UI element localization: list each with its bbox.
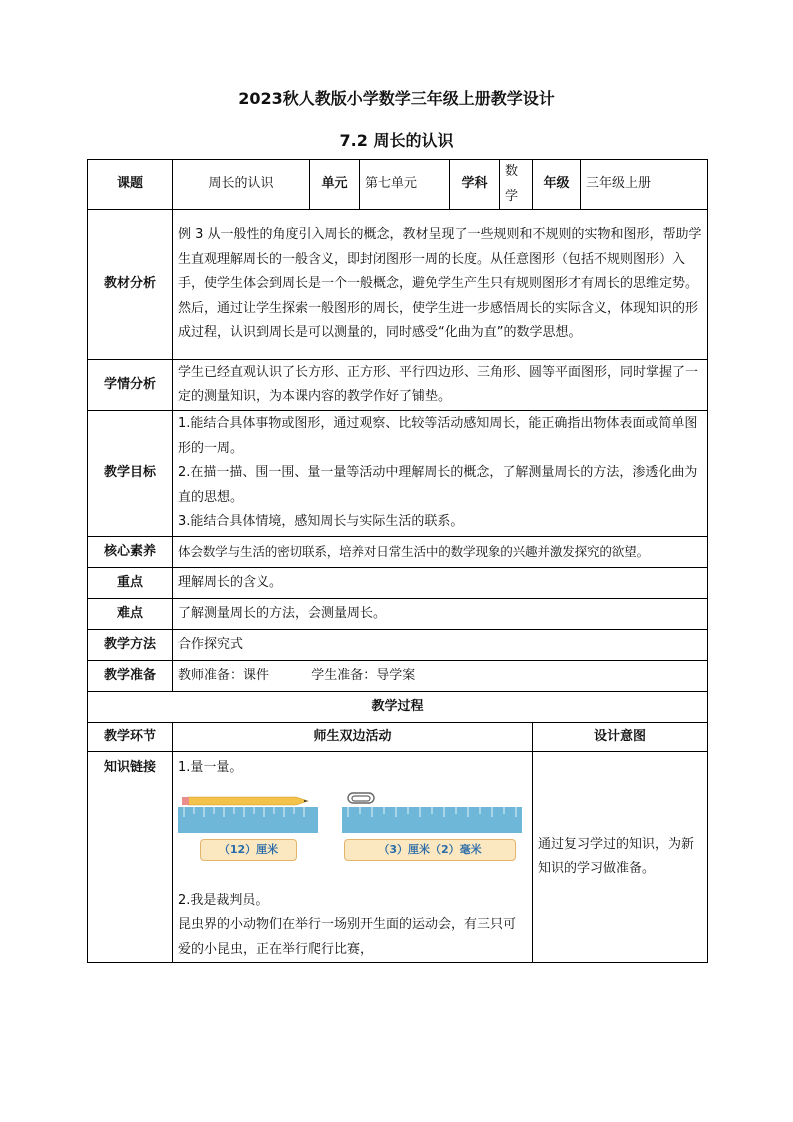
answer-box-clip: （3）厘米（2）毫米	[344, 839, 516, 861]
student-preparation: 学生准备：导学案	[311, 667, 416, 683]
difficulty-row	[88, 599, 708, 630]
grade-label: 年级	[533, 160, 581, 210]
process-section-title: 教学过程	[88, 692, 708, 723]
grade-value: 三年级上册	[581, 160, 708, 210]
lesson-title: 7.2 周长的认识	[339, 131, 454, 150]
info-row	[88, 160, 708, 210]
unit-label: 单元	[310, 160, 360, 210]
teaching-goals-label: 教学目标	[88, 411, 173, 537]
answer-box-pencil: （12）厘米	[200, 839, 297, 861]
lesson-plan-table	[87, 159, 708, 963]
method-row	[88, 630, 708, 661]
ruler-icon	[178, 807, 318, 833]
textbook-analysis-label: 教材分析	[88, 210, 173, 360]
topic-label: 课题	[88, 160, 173, 210]
knowledge-link-label: 知识链接	[88, 752, 173, 963]
teaching-goals-text	[173, 411, 708, 537]
unit-value: 第七单元	[360, 160, 450, 210]
key-point-row	[88, 568, 708, 599]
topic-value: 周长的认识	[173, 160, 310, 210]
preparation-label: 教学准备	[88, 661, 173, 692]
process-header-row	[88, 723, 708, 752]
textbook-analysis-row	[88, 210, 708, 360]
stage-header: 教学环节	[88, 723, 173, 752]
activity-story: 昆虫界的小动物们在举行一场别开生面的运动会，有三只可爱的小昆虫，正在举行爬行比赛，	[178, 917, 517, 957]
core-literacy-text: 体会数学与生活的密切联系，培养对日常生活中的数学现象的兴趣并激发探究的欲望。	[173, 537, 708, 568]
preparation-text	[173, 661, 708, 692]
difficulty-text: 了解测量周长的方法，会测量周长。	[173, 599, 708, 630]
student-analysis-text: 学生已经直观认识了长方形、正方形、平行四边形、三角形、圆等平面图形，同时掌握了一定的测量知识，为本课内容的教学作好了铺垫。	[173, 360, 708, 411]
intent-header: 设计意图	[533, 723, 708, 752]
activity-item-1: 1.量一量。	[178, 760, 243, 775]
key-point-text: 理解周长的含义。	[173, 568, 708, 599]
pencil-icon	[188, 797, 308, 805]
goal-1: 1.能结合具体事物或图形，通过观察、比较等活动感知周长，能正确指出物体表面或简单图形的一周。	[178, 416, 698, 456]
student-analysis-row	[88, 360, 708, 411]
knowledge-link-row	[88, 752, 708, 963]
activity-item-2: 2.我是裁判员。	[178, 892, 269, 908]
goal-3: 3.能结合具体情境，感知周长与实际生活的联系。	[178, 514, 464, 530]
key-point-label: 重点	[88, 568, 173, 599]
document-title: 2023秋人教版小学数学三年级上册教学设计	[238, 89, 555, 108]
process-section-row	[88, 692, 708, 723]
subject-value: 数学	[500, 160, 533, 210]
textbook-analysis-text: 例 3 从一般性的角度引入周长的概念，教材呈现了一些规则和不规则的实物和图形，帮助学生直观理解周长的一般含义，即封闭图形一周的长度。从任意图形（包括不规则图形）入手，使学生体会到周长是一个一般概念，避免学生产生只有规则图形才有周长的思维定势。然后，通过让学生探索一般图形的周长，使学生进一步感悟周长的实际含义，体现知识的形成过程，认识到周长是可以测量的，同时感受“化曲为直”的数学思想。	[173, 210, 708, 360]
teaching-goals-row	[88, 411, 708, 537]
core-literacy-row	[88, 537, 708, 568]
goal-2: 2.在描一描、围一围、量一量等活动中理解周长的概念，了解测量周长的方法，渗透化曲为直的思想。	[178, 465, 698, 505]
method-text: 合作探究式	[173, 630, 708, 661]
knowledge-link-activity	[173, 752, 533, 963]
teacher-preparation: 教师准备：课件	[178, 667, 270, 683]
difficulty-label: 难点	[88, 599, 173, 630]
knowledge-link-intent: 通过复习学过的知识，为新知识的学习做准备。	[533, 752, 708, 963]
core-literacy-label: 核心素养	[88, 537, 173, 568]
method-label: 教学方法	[88, 630, 173, 661]
subject-label: 学科	[450, 160, 500, 210]
student-analysis-label: 学情分析	[88, 360, 173, 411]
preparation-row	[88, 661, 708, 692]
activity-header: 师生双边活动	[173, 723, 533, 752]
measurement-figures	[178, 787, 527, 885]
